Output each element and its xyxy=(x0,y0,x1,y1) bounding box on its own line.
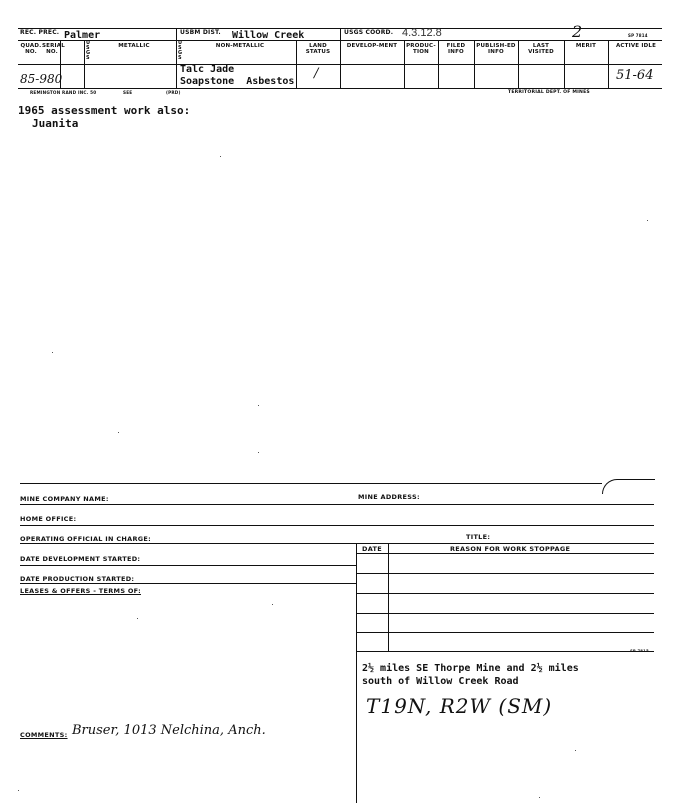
non-metallic-line2: Soapstone Asbestos xyxy=(180,76,295,87)
col-last-visited: LAST VISITED xyxy=(528,43,554,55)
sheet-number: 2 xyxy=(572,22,583,41)
col-land-status: LAND STATUS xyxy=(305,43,331,55)
form-code-top: SP 7814 xyxy=(628,33,648,38)
footer-code-b: (PRD) xyxy=(166,90,181,95)
home-office-label: HOME OFFICE: xyxy=(20,515,77,523)
leases-offers-label: LEASES & OFFERS - TERMS OF: xyxy=(20,587,141,595)
non-metallic-line1: Talc Jade xyxy=(180,64,235,75)
col-filed-info: FILED INFO xyxy=(446,43,466,55)
rec-prec-label: REC. PREC. xyxy=(20,29,60,36)
location-line-1: 2½ miles SE Thorpe Mine and 2½ miles xyxy=(362,663,579,674)
comments-label: COMMENTS: xyxy=(20,731,68,739)
col-metallic: METALLIC xyxy=(118,43,150,49)
reason-column-label: REASON FOR WORK STOPPAGE xyxy=(450,545,571,553)
usgs-coord-label: USGS COORD. xyxy=(344,29,394,36)
operating-official-label: OPERATING OFFICIAL IN CHARGE: xyxy=(20,535,152,543)
rec-prec-value: Palmer xyxy=(64,30,101,41)
date-dev-started-label: DATE DEVELOPMENT STARTED: xyxy=(20,555,141,563)
date-column-label: DATE xyxy=(362,545,382,553)
note-line-1: 1965 assessment work also: xyxy=(18,104,191,117)
col-merit: MERIT xyxy=(575,43,597,49)
col-published-info: PUBLISH-ED INFO xyxy=(476,43,516,55)
mine-address-label: MINE ADDRESS: xyxy=(358,493,420,501)
date-prod-started-label: DATE PRODUCTION STARTED: xyxy=(20,575,135,583)
col-usgs-1: U S G S xyxy=(86,40,91,61)
active-idle-value: 51-64 xyxy=(616,68,654,83)
note-line-2: Juanita xyxy=(32,117,79,130)
usbm-dist-label: USBM DIST. xyxy=(180,29,221,36)
footer-code-a: SEE xyxy=(123,90,133,95)
col-quad-no: QUAD. NO. xyxy=(20,43,42,55)
usgs-coord-value: 4.3.12.8 xyxy=(402,27,442,39)
col-serial-no: SERIAL NO. xyxy=(42,43,65,55)
col-production: PRODUC-TION xyxy=(406,43,436,55)
col-usgs-2: U S G S xyxy=(178,40,183,61)
title-label: TITLE: xyxy=(466,533,491,541)
form-curl xyxy=(602,479,655,494)
location-line-2: south of Willow Creek Road xyxy=(362,676,519,687)
quad-no-value: 85-980 xyxy=(20,72,63,86)
col-non-metallic: NON-METALLIC xyxy=(215,43,265,49)
col-development: DEVELOP-MENT xyxy=(346,43,398,49)
comments-value: Bruser, 1013 Nelchina, Anch. xyxy=(72,723,266,738)
usbm-dist-value: Willow Creek xyxy=(232,30,305,41)
form-code-bottom: SP 7815 xyxy=(630,648,649,653)
mine-company-label: MINE COMPANY NAME: xyxy=(20,495,109,503)
printer-mark: REMINGTON RAND INC. 50 xyxy=(30,90,97,95)
handwritten-township: T19N, R2W (SM) xyxy=(366,694,553,718)
col-active-idle: ACTIVE IDLE xyxy=(615,43,657,49)
agency-mark: TERRITORIAL DEPT. OF MINES xyxy=(508,90,590,95)
land-status-value: / xyxy=(314,66,319,81)
